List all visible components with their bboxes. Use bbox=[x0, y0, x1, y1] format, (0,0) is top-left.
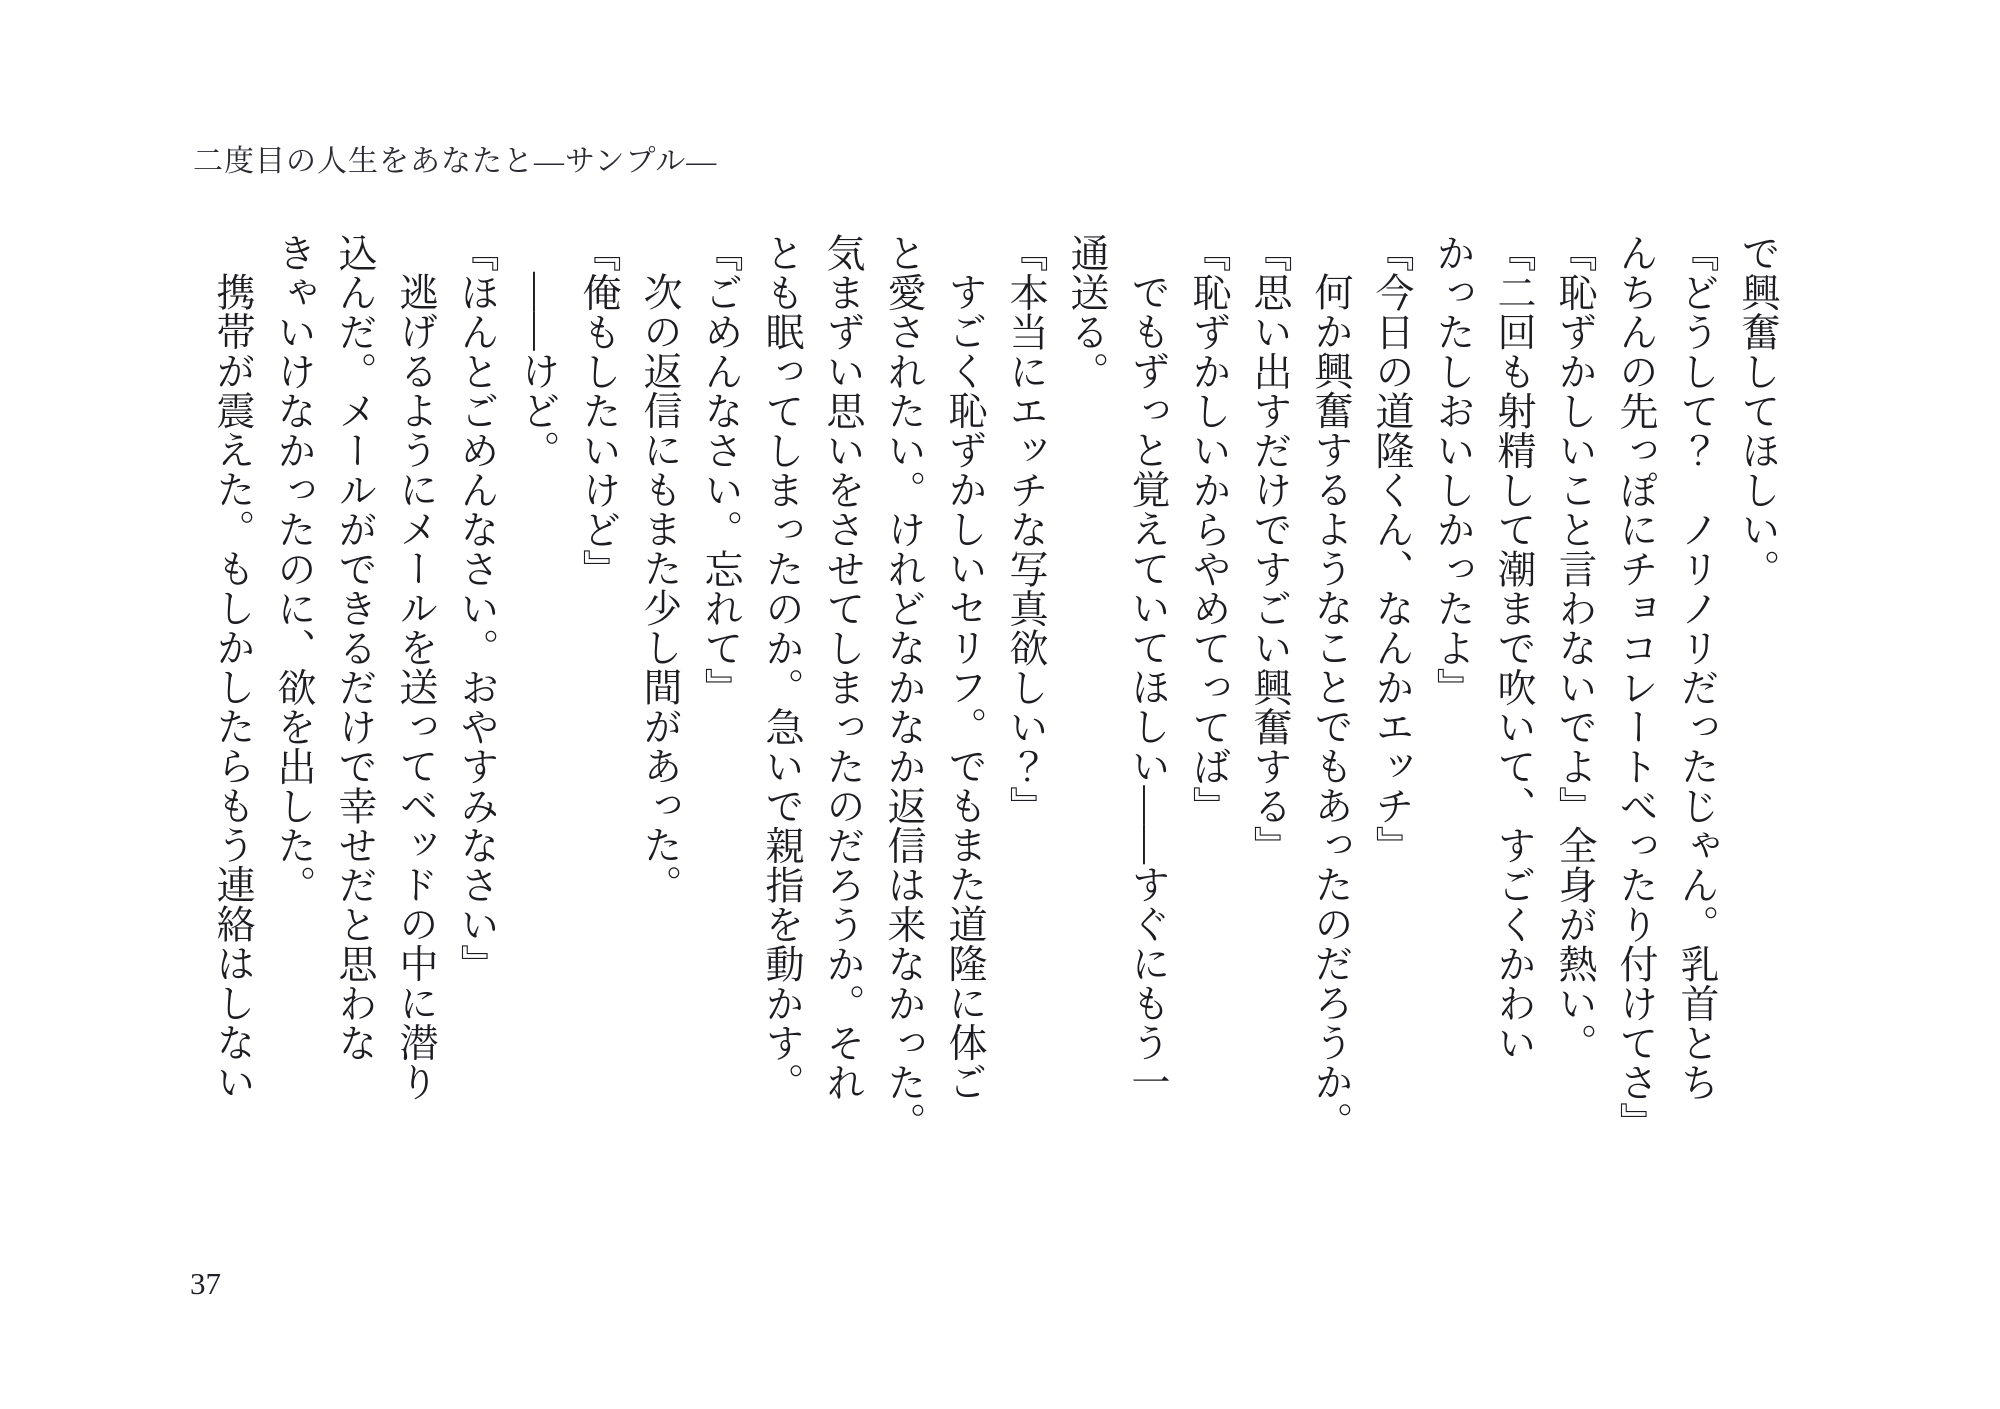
text-column: 『俺もしたいけど』 bbox=[577, 233, 620, 589]
page-number: 37 bbox=[190, 1266, 221, 1301]
text-column: 次の返信にもまた少し間があった。 bbox=[638, 272, 681, 904]
text-column: 『二回も射精して潮まで吹いて、すごくかわい bbox=[1492, 233, 1535, 1063]
text-column: すごく恥ずかしいセリフ。でもまた道隆に体ご bbox=[943, 272, 986, 1102]
text-column: 『恥ずかしいからやめてってば』 bbox=[1187, 233, 1230, 826]
text-column: 『どうして？ ノリノリだったじゃん。乳首とち bbox=[1675, 233, 1718, 1102]
text-column: ――けど。 bbox=[516, 272, 559, 470]
text-column: 込んだ。メールができるだけで幸せだと思わな bbox=[333, 233, 376, 1063]
text-column: 通送る。 bbox=[1065, 233, 1108, 391]
running-head-title: 二度目の人生をあなたと―サンプル― bbox=[193, 145, 718, 178]
text-column: きゃいけなかったのに、欲を出した。 bbox=[272, 233, 315, 905]
vertical-text-block bbox=[202, 233, 1788, 1218]
text-column: 『本当にエッチな写真欲しい？』 bbox=[1004, 233, 1047, 826]
text-column: で興奮してほしい。 bbox=[1736, 233, 1779, 589]
text-column: 気まずい思いをさせてしまったのだろうか。それ bbox=[821, 233, 864, 1102]
text-column: 『恥ずかしいこと言わないでよ』全身が熱い。 bbox=[1553, 233, 1596, 1063]
text-column: んちんの先っぽにチョコレートべったり付けてさ』 bbox=[1614, 233, 1657, 1142]
text-column: 『今日の道隆くん、なんかエッチ』 bbox=[1370, 233, 1413, 865]
text-column: かったしおいしかったよ』 bbox=[1431, 233, 1474, 707]
text-column: と愛されたい。けれどなかなか返信は来なかった。 bbox=[882, 233, 925, 1142]
text-column: 『ほんとごめんなさい。おやすみなさい』 bbox=[455, 233, 498, 984]
text-column: 携帯が震えた。もしかしたらもう連絡はしない bbox=[211, 272, 254, 1102]
text-column: 何か興奮するようなことでもあったのだろうか。 bbox=[1309, 272, 1352, 1141]
text-column: でもずっと覚えていてほしい――すぐにもう一 bbox=[1126, 272, 1169, 1102]
text-column: 『ごめんなさい。忘れて』 bbox=[699, 233, 742, 707]
text-column: 『思い出すだけですごい興奮する』 bbox=[1248, 233, 1291, 865]
text-column: 逃げるようにメールを送ってベッドの中に潜り bbox=[394, 272, 437, 1102]
text-column: とも眠ってしまったのか。急いで親指を動かす。 bbox=[760, 233, 803, 1102]
